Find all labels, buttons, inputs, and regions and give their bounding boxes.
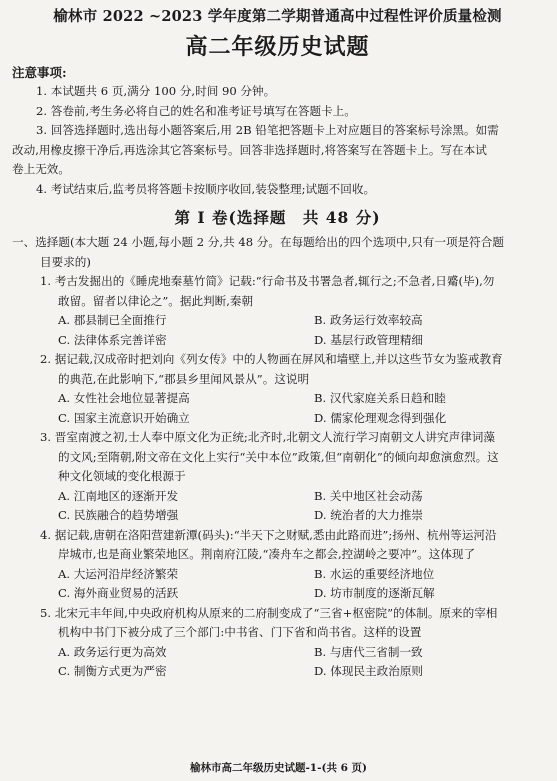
notice-title: 注意事项: [12,65,67,80]
option-c: C. 国家主流意识开始确立 [58,410,190,425]
option-a: A. 政务运行更为高效 [58,644,167,659]
page-footer: 榆林市高二年级历史试题-1-(共 6 页) [189,762,368,774]
question-1 [12,272,543,350]
option-d: D. 坊市制度的逐渐瓦解 [314,586,435,600]
section-title: 第 Ⅰ 卷(选择题 共 48 分) [174,208,381,227]
question-4 [12,526,543,604]
question-stem: 5. 北宋元丰年间,中央政府机构从原来的二府制变成了“三省+枢密院”的体制。原来的宰相 [40,605,498,620]
option-b: B. 与唐代三省制一致 [314,644,423,659]
question-options [12,487,543,526]
option-b: B. 关中地区社会动荡 [314,488,423,503]
option-b: B. 汉代家庭关系日趋和睦 [314,391,446,405]
question-stem: 4. 据记载,唐朝在洛阳营建新潭(码头):“半天下之财赋,悉由此路而进”;扬州、杭州等运河沿 [40,527,497,542]
question-stem: 2. 据记载,汉成帝时把刘向《列女传》中的人物画在屏风和墙壁上,并以这些节女为鉴戒教育 [40,352,503,366]
option-c: C. 海外商业贸易的活跃 [58,586,179,600]
question-options [12,565,543,604]
option-a: A. 女性社会地位显著提高 [58,391,190,405]
question-stem: 1. 考古发掘出的《睡虎地秦墓竹简》记载:“行命书及书署急者,辄行之;不急者,日觱(毕),勿 [40,274,495,288]
question-stem-cont: 机构中书门下被分成了三个部门:中书省、门下省和尚书省。这样的设置 [58,625,422,639]
option-a: A. 郡县制已全面推行 [58,313,167,327]
option-d: D. 儒家伦理观念得到强化 [314,410,447,425]
exam-title: 高二年级历史试题 [185,34,370,60]
option-d: D. 体现民主政治原则 [314,664,424,678]
option-b: B. 水运的重要经济地位 [314,566,435,581]
question-options [12,311,543,350]
section-intro: 一、选择题(本大题 24 小题,每小题 2 分,共 48 分。在每题给出的四个选项中,只有一项是符合题 [12,235,504,249]
question-options [12,643,543,682]
exam-header: 榆林市 2022 ~2023 学年度第二学期普通高中过程性评价质量检测 [53,8,502,25]
option-c: C. 民族融合的趋势增强 [58,508,179,522]
option-c: C. 法律体系完善详密 [58,332,167,347]
question-stem: 3. 晋室南渡之初,士人奉中原文化为正统;北齐时,北朝文人流行学习南朝文人讲究声律词藻 [40,430,495,444]
option-a: A. 江南地区的逐渐开发 [58,488,179,503]
question-3 [12,428,543,526]
notice-item: 2. 答卷前,考生务必将自己的姓名和准考证号填写在答题卡上。 [36,103,356,118]
option-b: B. 政务运行效率较高 [314,313,423,327]
question-options [12,389,543,428]
notice-item: 3. 回答选择题时,选出每小题答案后,用 2B 铅笔把答题卡上对应题目的答案标号涂黑。如需 [36,123,499,137]
notice-item: 改动,用橡皮擦干净后,再选涂其它答案标号。回答非选择题时,将答案写在答题卡上。写在本试 [12,142,487,157]
section-intro-cont: 目要求的) [40,254,91,269]
question-stem-cont: 的文风;至隋朝,附文帝在文化上实行“关中本位”政策,但“南朝化”的倾向却愈演愈烈。这 [58,449,499,464]
notice-item: 4. 考试结束后,监考员将答题卡按顺序收回,装袋整理;试题不回收。 [36,181,376,196]
option-a: A. 大运河沿岸经济繁荣 [58,566,179,581]
question-stem-cont: 岸城市,也是商业繁荣地区。荆南府江陵,“凑舟车之都会,控湖岭之要冲”。这体现了 [58,547,476,561]
notice-item: 卷上无效。 [12,162,70,176]
question-stem-cont: 种文化领域的变化根源于 [58,469,186,483]
question-stem-cont: 敢留。留者以律论之”。据此判断,秦朝 [58,293,254,308]
notice-item: 1. 本试题共 6 页,满分 100 分,时间 90 分钟。 [36,84,276,98]
option-d: D. 统治者的大力推崇 [314,508,424,522]
question-2 [12,350,543,428]
option-c: C. 制衡方式更为严密 [58,664,167,678]
question-stem-cont: 的典范,在此影响下,“郡县乡里闻风景从”。这说明 [58,371,310,386]
option-d: D. 基层行政管理精细 [314,332,424,347]
question-5 [12,604,543,682]
